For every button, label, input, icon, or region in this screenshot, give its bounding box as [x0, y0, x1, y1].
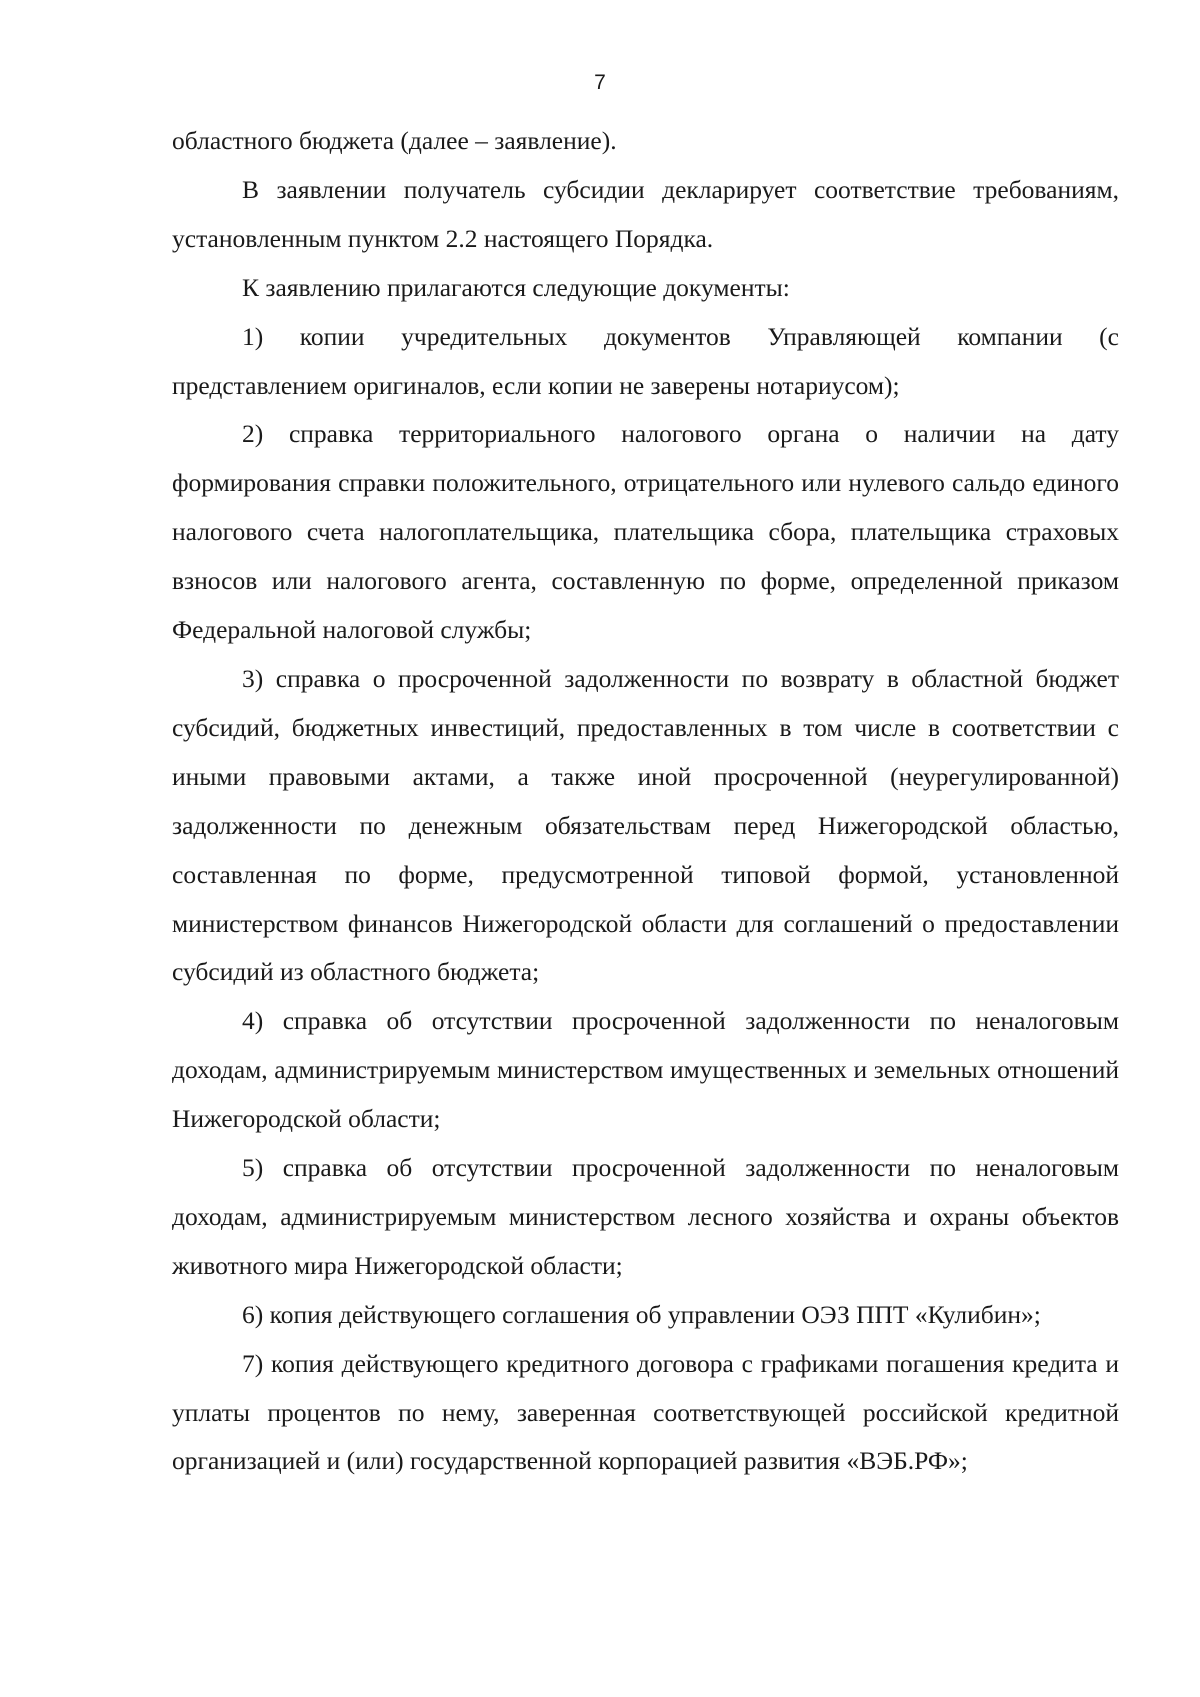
paragraph-declaration: В заявлении получатель субсидии декларирует соответствие требованиям, установленным пунктом 2.2 настоящего Порядка.: [172, 174, 1119, 253]
paragraph-continuation: областного бюджета (далее – заявление).: [172, 126, 617, 155]
list-item-3: 3) справка о просроченной задолженности по возврату в областной бюджет субсидий, бюджетных инвестиций, предоставленных в том числе в соответствии с иными правовыми актами, а также иной просроченной (неурегулированной) задолженности по денежным обязательствам перед Нижегородской областью, составленная по форме, предусмотренной типовой формой, установленной министерством финансов Нижегородской области для соглашений о предоставлении субсидий из областного бюджета;: [172, 663, 1119, 987]
paragraph-documents-intro: К заявлению прилагаются следующие документы:: [242, 272, 790, 302]
document-body: [172, 117, 1119, 1486]
list-item-4: 4) справка об отсутствии просроченной задолженности по неналоговым доходам, администрируемым министерством имущественных и земельных отношений Нижегородской области;: [172, 1006, 1119, 1134]
list-item-2: 2) справка территориального налогового органа о наличии на дату формирования справки положительного, отрицательного или нулевого сальдо единого налогового счета налогоплательщика, плательщика сбора, плательщика страховых взносов или налогового агента, составленную по форме, определенной приказом Федеральной налоговой службы;: [172, 419, 1119, 645]
list-item-1: 1) копии учредительных документов Управляющей компании (с представлением оригиналов, если копии не заверены нотариусом);: [172, 321, 1119, 400]
list-item-5: 5) справка об отсутствии просроченной задолженности по неналоговым доходам, администрируемым министерством лесного хозяйства и охраны объектов животного мира Нижегородской области;: [172, 1153, 1119, 1280]
page-number: 7: [594, 71, 606, 94]
list-item-7: 7) копия действующего кредитного договора с графиками погашения кредита и уплаты процентов по нему, заверенная соответствующей российской кредитной организацией и (или) государственной корпорацией развития «ВЭБ.РФ»;: [172, 1348, 1119, 1476]
list-item-6: 6) копия действующего соглашения об управлении ОЭЗ ППТ «Кулибин»;: [242, 1299, 1041, 1329]
